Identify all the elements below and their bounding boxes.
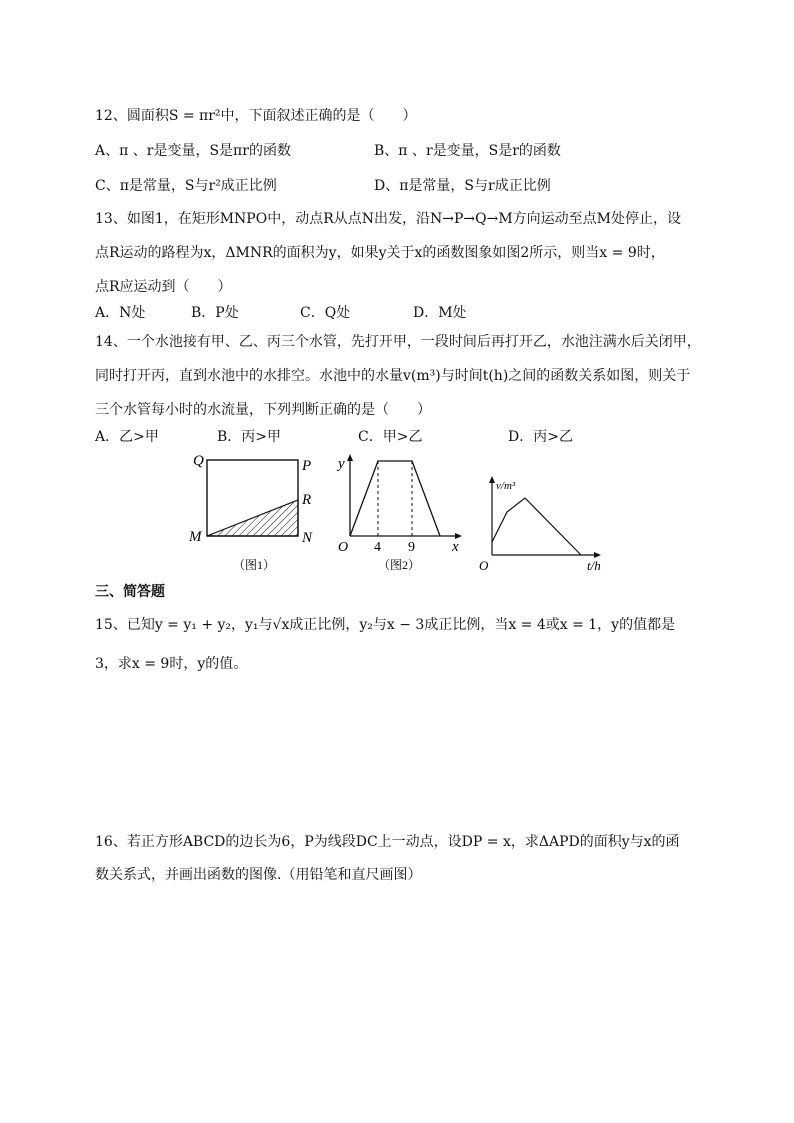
fig2-label-x: x	[452, 539, 459, 555]
fig3-label-t: t/h	[587, 558, 601, 573]
q13-line-2: 点R运动的路程为x，ΔMNR的面积为y，如果y关于x的函数图象如图2所示，则当x = 9时，	[95, 245, 665, 261]
fig3-label-o: O	[479, 558, 489, 573]
q12-option-b: B、π 、r是变量，S是r的函数	[374, 143, 561, 159]
q14-line-2: 同时打开丙，直到水池中的水排空。水池中的水量v(m³)与时间t(h)之间的函数关系如图，则关于	[95, 368, 691, 384]
fig1-label-r: R	[302, 492, 312, 508]
q16-line-1: 16、若正方形ABCD的边长为6，P为线段DC上一动点，设DP = x，求ΔAPD的面积y与x的函	[95, 834, 680, 850]
q14-option-c: C．甲>乙	[358, 429, 423, 445]
q16-line-2: 数关系式，并画出函数的图像.（用铅笔和直尺画图）	[95, 867, 422, 883]
fig3-label-v: v/m³	[496, 480, 516, 492]
q13-line-1: 13、如图1，在矩形MNPO中，动点R从点N出发，沿N→P→Q→M方向运动至点M处停止，设	[95, 211, 682, 227]
fig2-caption: （图2）	[378, 558, 421, 572]
fig2-graph-line	[350, 461, 440, 536]
q14-option-b: B．丙>甲	[217, 429, 282, 445]
q14-option-d: D．丙>乙	[508, 429, 573, 445]
q15-line-2: 3，求x = 9时，y的值。	[95, 656, 248, 672]
fig3-v-arrow-icon	[489, 476, 495, 483]
fig3-graph-line	[492, 498, 581, 555]
q13-option-a: A．N处	[95, 305, 146, 321]
q13-option-c: C．Q处	[300, 305, 351, 321]
q12-option-c: C、π是常量，S与r²成正比例	[95, 178, 277, 194]
q12-stem: 12、圆面积S = πr²中，下面叙述正确的是（ ）	[95, 108, 417, 124]
fig2-label-y: y	[338, 456, 345, 472]
q12-option-d: D、π是常量，S与r成正比例	[374, 178, 551, 194]
fig2-tick-9: 9	[408, 540, 415, 555]
shaded-triangle-mnr	[207, 500, 298, 536]
figure-2	[332, 448, 472, 578]
fig1-label-m: M	[189, 529, 202, 545]
q13-line-3: 点R应运动到（ ）	[95, 279, 232, 295]
fig2-label-o: O	[338, 540, 349, 555]
fig1-caption: （图1）	[233, 558, 276, 572]
q14-line-1: 14、一个水池接有甲、乙、丙三个水管，先打开甲，一段时间后再打开乙，水池注满水后关闭甲，	[95, 334, 701, 350]
fig1-label-n: N	[302, 530, 313, 546]
q14-line-3: 三个水管每小时的水流量，下列判断正确的是（ ）	[95, 402, 431, 418]
fig2-tick-4: 4	[374, 540, 381, 555]
q15-line-1: 15、已知y = y₁ + y₂，y₁与√x成正比例，y₂与x − 3成正比例，当x = 4或x = 1，y的值都是	[95, 617, 676, 633]
figure-1	[185, 448, 325, 578]
fig1-label-p: P	[302, 458, 312, 474]
q13-option-b: B．P处	[191, 305, 239, 321]
q13-option-d: D．M处	[413, 305, 467, 321]
q14-option-a: A．乙>甲	[95, 429, 159, 445]
q12-option-a: A、π 、r是变量，S是πr的函数	[95, 143, 291, 159]
fig1-label-q: Q	[193, 453, 204, 469]
fig2-y-arrow-icon	[347, 454, 353, 461]
figure-3	[475, 470, 615, 580]
section-3-title: 三、简答题	[95, 584, 165, 600]
